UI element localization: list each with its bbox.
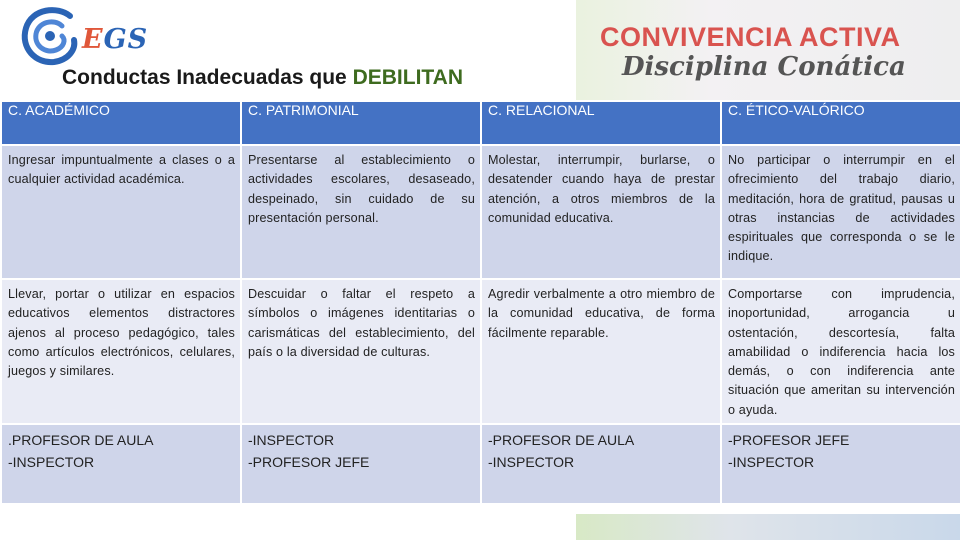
responsible-cell: -INSPECTOR -PROFESOR JEFE (241, 424, 481, 504)
header-etico-valorico: C. ÉTICO-VALÓRICO (721, 101, 960, 145)
slide-title (62, 66, 463, 90)
banner-title: CONVIVENCIA ACTIVA (600, 22, 901, 52)
egs-logo-text (82, 24, 148, 55)
responsible-cell: .PROFESOR DE AULA -INSPECTOR (1, 424, 241, 504)
table-cell: Presentarse al establecimiento o actividades escolares, desaseado, despeinado, sin cuidado de su presentación personal. (241, 145, 481, 279)
table-cell: No participar o interrumpir en el ofrecimiento del trabajo diario, meditación, hora de gratitud, pausas u otras instancias de actividades espirituales que corresponda o se le indique. (721, 145, 960, 279)
responsible-cell: -PROFESOR DE AULA -INSPECTOR (481, 424, 721, 504)
table-row (1, 279, 960, 424)
egs-logo (18, 4, 158, 70)
table-cell: Ingresar impuntualmente a clases o a cualquier actividad académica. (1, 145, 241, 279)
header-patrimonial: C. PATRIMONIAL (241, 101, 481, 145)
convivencia-banner (576, 0, 960, 102)
header-academico: C. ACADÉMICO (1, 101, 241, 145)
conduct-table (0, 100, 960, 505)
decorative-bottom-strip (576, 514, 960, 540)
slide-title-accent: DEBILITAN (352, 66, 464, 89)
banner-subtitle: Disciplina Conática (622, 52, 906, 82)
table-cell: Agredir verbalmente a otro miembro de la comunidad educativa, de forma fácilmente reparable. (481, 279, 721, 424)
table-cell: Molestar, interrumpir, burlarse, o desatender cuando haya de prestar atención, a otros miembros de la comunidad educativa. (481, 145, 721, 279)
table-header-row (1, 101, 960, 145)
egs-logo-letters-gs: GS (103, 24, 149, 55)
table-row-responsables (1, 424, 960, 504)
header-relacional: C. RELACIONAL (481, 101, 721, 145)
table-cell: Comportarse con imprudencia, inoportunidad, arrogancia u ostentación, descortesía, falta amabilidad o indiferencia hacia los demás, o con indiferencia ante situación que ameritan su intervención o ayuda. (721, 279, 960, 424)
responsible-cell: -PROFESOR JEFE -INSPECTOR (721, 424, 960, 504)
table-row (1, 145, 960, 279)
table-cell: Llevar, portar o utilizar en espacios educativos elementos distractores ajenos al proceso pedagógico, tales como artículos electrónicos, celulares, juegos y similares. (1, 279, 241, 424)
slide-title-prefix: Conductas Inadecuadas que (62, 66, 353, 89)
egs-logo-letter-e: E (82, 24, 104, 55)
table-cell: Descuidar o faltar el respeto a símbolos o imágenes identitarias o carismáticas del establecimiento, del país o la diversidad de culturas. (241, 279, 481, 424)
egs-logo-swirl-icon (18, 4, 88, 70)
